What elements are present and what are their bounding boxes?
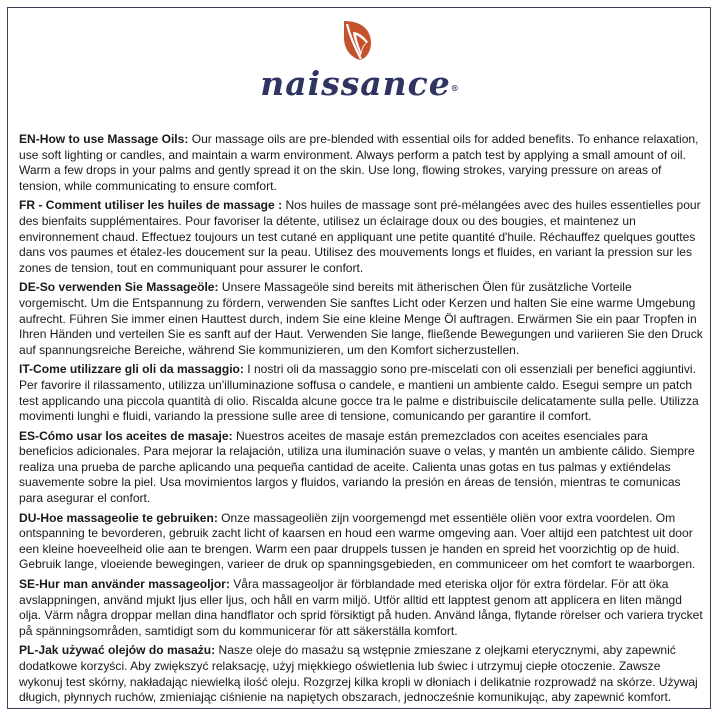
- section-heading: EN-How to use Massage Oils:: [19, 132, 189, 146]
- section-heading: FR - Comment utiliser les huiles de massage :: [19, 198, 283, 213]
- instructions-es: [19, 429, 703, 507]
- section-heading: PL-Jak używać olejów do masażu:: [19, 643, 216, 658]
- instructions-it: [19, 362, 703, 424]
- instructions-se: [19, 577, 703, 639]
- instructions-nl: [19, 511, 703, 573]
- section-heading: ES-Cómo usar los aceites de masaje:: [19, 428, 233, 443]
- instructions-pl: [19, 643, 703, 705]
- section-text: Nuestros aceites de masaje están premezclados con aceites esenciales para beneficios adicionales. Para mejorar la relajación, utiliza una iluminación suave o velas, y mantén un ambiente cálido. Siempre realiza una prueba de parche aplicando una pequeña cantidad de aceite. Calienta unas gotas en tus palmas y extiéndelas suavemente sobre la piel. Usa movimientos largos y fluidos, variando la presión en áreas de tensión, mientras te comunicas para asegurar el confort.: [19, 428, 695, 506]
- section-heading: DE-So verwenden Sie Massageöle:: [19, 280, 219, 295]
- brand-logo: [0, 18, 720, 106]
- section-heading: SE-Hur man använder massageoljor:: [19, 577, 230, 592]
- brand-name: naissance®: [260, 64, 460, 103]
- section-text: Unsere Massageöle sind bereits mit ätherischen Ölen für zusätzliche Vorteile vorgemischt. Um die Entspannung zu fördern, verwenden Sie sanftes Licht oder Kerzen und halten Sie eine warme Umgebung aufrecht. Führen Sie immer einen Hauttest durch, indem Sie eine kleine Menge Öl auftragen. Erwärmen Sie ein paar Tropfen in Ihren Händen und verteilen Sie es sanft auf der Haut. Verwenden Sie lange, fließende Bewegungen und variieren Sie den Druck auf spannungsreiche Bereiche, während Sie kommunizieren, um den Komfort sicherzustellen.: [19, 280, 703, 357]
- instructions-fr: [19, 198, 703, 276]
- section-text: Our massage oils are pre-blended with essential oils for added benefits. To enhance relaxation, use soft lighting or candles, and maintain a warm environment. Always perform a patch test by applying a small amount of oil. Warm a few drops in your palms and gently spread it on the skin. Use long, flowing strokes, varying pressure on areas of tension, while communicating to ensure comfort.: [19, 132, 699, 193]
- section-text: Onze massageoliën zijn voorgemengd met essentiële oliën voor extra voordelen. Om ontspanning te bevorderen, gebruik zacht licht of kaarsen en houd een warme omgeving aan. Voer altijd een patchtest uit door een kleine hoeveelheid olie aan te brengen. Warm een paar druppels tussen je handen en spreid het voorzichtig op de huid. Gebruik lange, vloeiende bewegingen, varieer de druk op spanningsgebieden, en communiceer om het comfort te waarborgen.: [19, 510, 696, 572]
- section-text: Våra massageoljor är förblandade med eteriska oljor för extra fördelar. För att öka avslappningen, använd mjukt ljus eller ljus, och håll en varm miljö. Utför alltid ett lapptest genom att applicera en liten mängd olja. Värm några droppar mellan dina handflator och sprid försiktigt på huden. Använd långa, flytande rörelser och variera trycket på spänningsområden, samtidigt som du kommunicerar för att säkerställa komfort.: [19, 577, 703, 638]
- instructions-body: [19, 132, 703, 710]
- instructions-de: [19, 280, 703, 358]
- instructions-en: [19, 132, 703, 194]
- section-text: Nasze oleje do masażu są wstępnie zmieszane z olejkami eterycznymi, aby zapewnić dodatkowe korzyści. Aby zwiększyć relaksację, użyj miękkiego oświetlenia lub świec i utrzymuj ciepłe otoczenie. Zawsze wykonuj test skórny, nakładając niewielką ilość oleju. Rozgrzej kilka kropli w dłoniach i delikatnie rozprowadź na skórze. Używaj długich, płynnych ruchów, zmieniając ciśnienie na napiętych obszarach, jednocześnie komunikując, aby zapewnić komfort.: [19, 643, 698, 705]
- leaf-icon: [340, 18, 380, 62]
- section-text: I nostri oli da massaggio sono pre-miscelati con oli essenziali per benefici aggiuntivi. Per favorire il rilassamento, utilizza un'illuminazione soffusa o candele, e mantieni un ambiente caldo. Esegui sempre un patch test applicando una piccola quantità di olio. Riscalda alcune gocce tra le palme e distribuiscile delicatamente sulla pelle. Utilizza movimenti lunghi e fluidi, variando la pressione sulle aree di tensione, comunicando per garantire il comfort.: [19, 362, 699, 424]
- section-heading: DU-Hoe massageolie te gebruiken:: [19, 510, 218, 525]
- section-text: Nos huiles de massage sont pré-mélangées avec des huiles essentielles pour des bienfaits supplémentaires. Pour favoriser la détente, utilisez un éclairage doux ou des bougies, et maintenez un environnement chaud. Effectuez toujours un test cutané en appliquant une petite quantité d'huile. Réchauffez quelques gouttes dans vos paumes et étalez-les doucement sur la peau. Utilisez des mouvements longs et fluides, en variant la pression sur les zones de tension, tout en communiquant pour assurer le confort.: [19, 198, 701, 275]
- section-heading: IT-Come utilizzare gli oli da massaggio:: [19, 362, 244, 377]
